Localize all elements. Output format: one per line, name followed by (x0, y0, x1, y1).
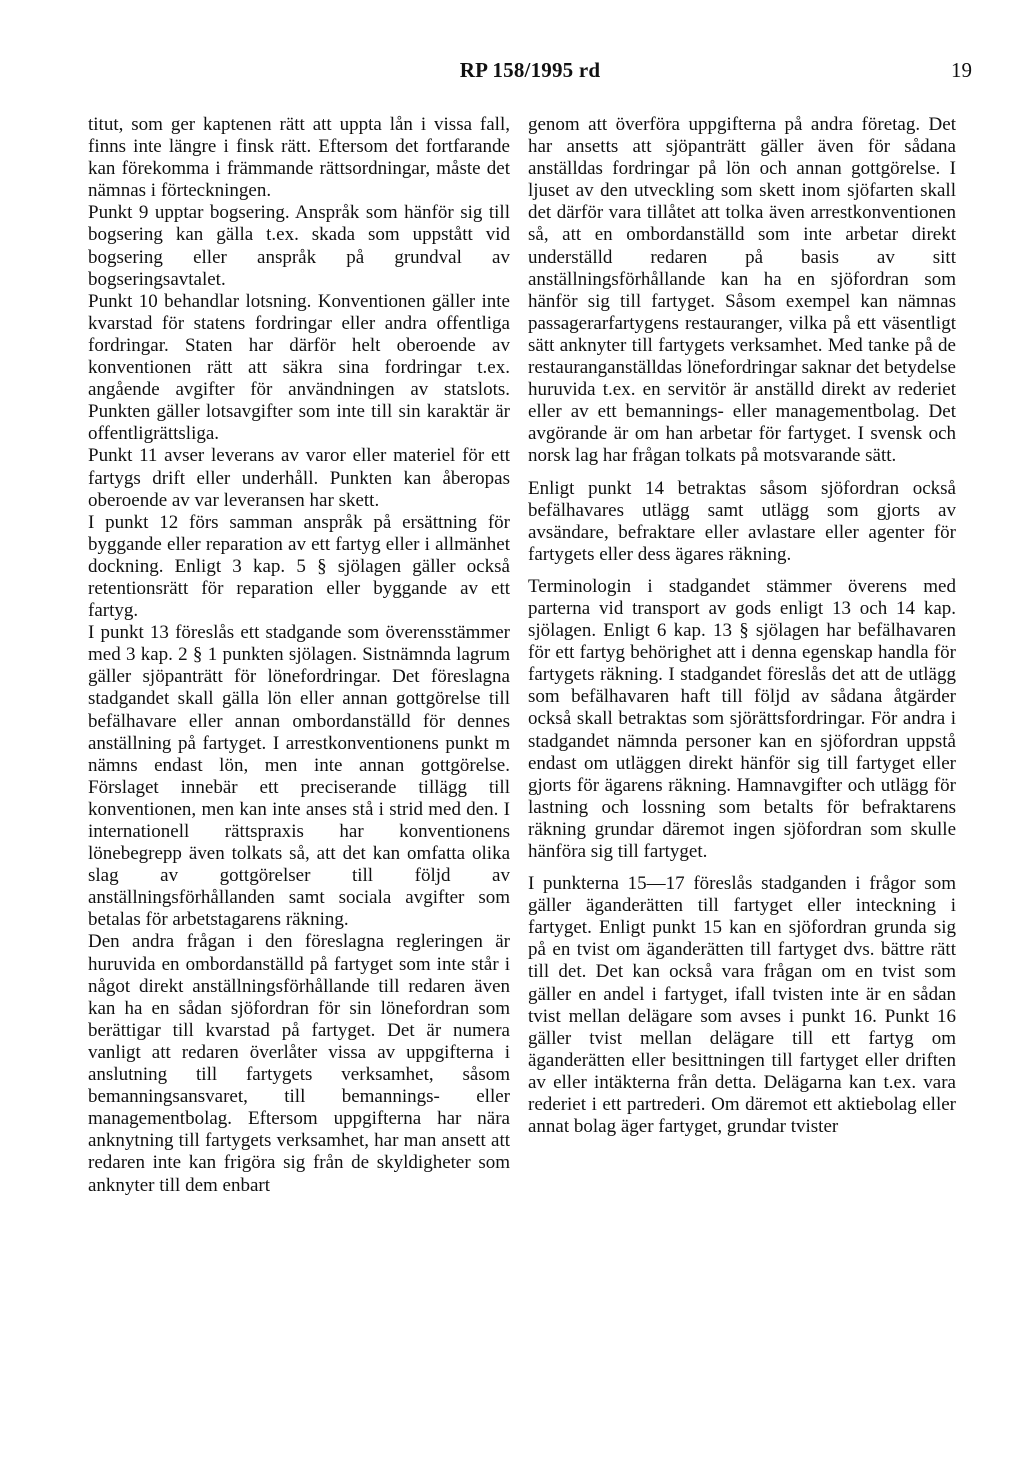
left-column (88, 114, 510, 1197)
paragraph: I punkterna 15—17 föreslås stadganden i frågor som gäller äganderätten till fartyget eller inteckning i fartyget. Enligt punkt 15 kan en sjöfordran grunda sig på en tvist om äganderätten till fartyget dvs. bättre rätt till det. Det kan också vara frågan om en tvist som gäller en andel i fartyget, ifall tvisten inte är en sådan tvist mellan delägare som avses i punkt 16. Punkt 16 gäller tvist mellan delägare till ett fartyg om äganderätten eller besittningen till fartyget eller driften av eller intäkterna från detta. Delägarna kan t.ex. vara rederiet i ett partrederi. Om däremot ett aktiebolag eller annat bolag äger fartyget, grundar tvister (528, 873, 956, 1138)
paragraph: Punkt 10 behandlar lotsning. Konventionen gäller inte kvarstad för statens fordringar eller andra offentliga fordringar. Staten har därför helt oberoende av konventionen rätt att säkra sina fordringar t.ex. angående avgifter för användningen av statslots. Punkten gäller lotsavgifter som inte till sin karaktär är offentligrättsliga. (88, 290, 510, 445)
paragraph: Punkt 9 upptar bogsering. Anspråk som hänför sig till bogsering kan gälla t.ex. skada som uppstått vid bogsering eller anspråk på grundval av bogseringsavtalet. (88, 202, 510, 290)
page-header (88, 58, 972, 88)
paragraph: I punkt 12 förs samman anspråk på ersättning för byggande eller reparation av ett fartyg eller i allmänhet dockning. Enligt 3 kap. 5 § sjölagen gäller också retentionsrätt för reparation eller byggande av ett fartyg. (88, 511, 510, 622)
paragraph: Den andra frågan i den föreslagna regleringen är huruvida en ombordanställd på fartyget som inte står i något direkt anställningsförhållande till redaren även kan ha en sådan sjöfordran för sin lönefordran som berättigar till kvarstad på fartyget. Det är numera vanligt att redaren överlåter vissa av uppgifterna i anslutning till fartygets verksamhet, såsom bemanningsansvaret, till bemannings- eller managementbolag. Eftersom uppgifterna har nära anknytning till fartygets verksamhet, har man ansett att redaren inte kan frigöra sig från de skyldigheter som anknyter till dem enbart (88, 931, 510, 1196)
paragraph: I punkt 13 föreslås ett stadgande som överensstämmer med 3 kap. 2 § 1 punkten sjölagen. Sistnämnda lagrum gäller sjöpanträtt för lönefordringar. Det föreslagna stadgandet skall gälla lön eller annan gottgörelse till befälhavare eller annan ombordanställd för dennes anställning på fartyget. I arrestkonventionens punkt m nämns endast lön, men inte annan gottgörelse. Förslaget innebär ett preciserande tillägg till konventionen, men kan inte anses stå i strid med den. I internationell rättspraxis har konventionens lönebegrepp även tolkats så, att det kan omfatta olika slag av gottgörelser till följd av anställningsförhållanden samt sociala avgifter som betalas för arbetstagarens räkning. (88, 622, 510, 931)
right-column (528, 114, 956, 1138)
document-reference: RP 158/1995 rd (459, 58, 601, 82)
paragraph: titut, som ger kaptenen rätt att uppta lån i vissa fall, finns inte längre i finsk rätt. Eftersom det fortfarande kan förekomma i främmande rättsordningar, måste det nämnas i förteckningen. (88, 114, 510, 202)
paragraph: Punkt 11 avser leverans av varor eller materiel för ett fartygs drift eller underhåll. Punkten kan åberopas oberoende av var leveransen har skett. (88, 445, 510, 511)
paragraph: Terminologin i stadgandet stämmer överens med parterna vid transport av gods enligt 13 och 14 kap. sjölagen. Enligt 6 kap. 13 § sjölagen har befälhavaren för ett fartyg behörighet att i denna egenskap handla för fartygets räkning. I stadgandet föreslås det att de utlägg som befälhavaren haft till följd av sådana åtgärder också skall betraktas som sjörättsfordringar. För andra i stadgandet nämnda personer kan en sjöfordran uppstå endast om utläggen direkt hänför sig till fartyget eller gjorts för ägarens räkning. Hamnavgifter och utlägg för lastning och lossning som betalts för befraktarens räkning grundar däremot ingen sjöfordran som skulle hänföra sig till fartyget. (528, 575, 956, 862)
page-number: 19 (951, 58, 972, 82)
paragraph: Enligt punkt 14 betraktas såsom sjöfordran också befälhavares utlägg samt utlägg som gjorts av avsändare, befraktare eller avlastare eller agenter för fartygets eller dess ägares räkning. (528, 477, 956, 565)
paragraph: genom att överföra uppgifterna på andra företag. Det har ansetts att sjöpanträtt gäller även för sådana anställdas fordringar på lön och annan gottgörelse. I ljuset av den utveckling som skett inom sjöfarten skall det därför vara tillåtet att tolka även arrestkonventionen så, att en ombordanställd som inte arbetar direkt underställd redaren på basis av sitt anställningsförhållande kan ha en sjöfordran som hänför sig till fartyget. Såsom exempel kan nämnas passagerarfartygens restauranger, vilka på ett väsentligt sätt anknyter till fartygets verksamhet. Med tanke på de restauranganställdas lönefordringar saknar det betydelse huruvida t.ex. en servitör är anställd direkt av rederiet eller av ett bemannings- eller managementbolag. Det avgörande är om han arbetar för fartyget. I svensk och norsk lag har frågan tolkats på motsvarande sätt. (528, 114, 956, 467)
